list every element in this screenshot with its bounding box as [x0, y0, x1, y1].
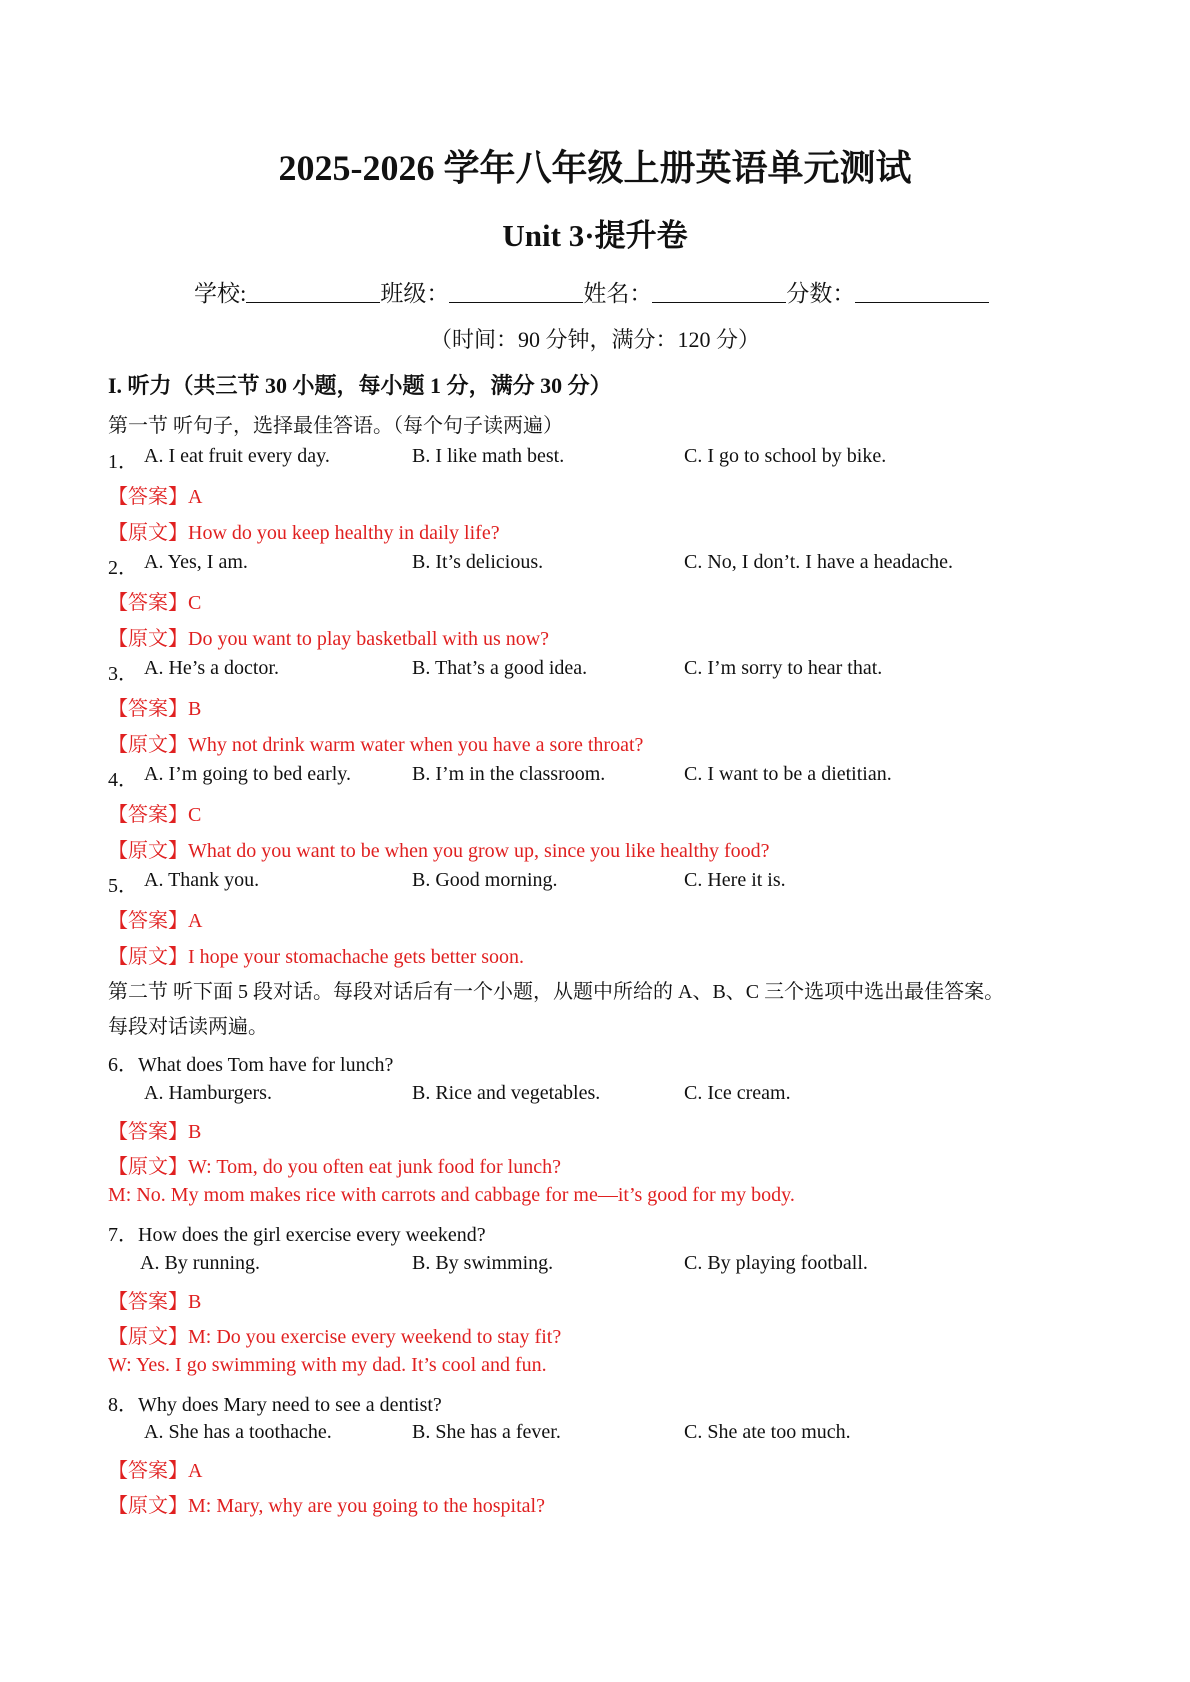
answer-line	[108, 1454, 202, 1483]
option-b: B. She has a fever.	[412, 1421, 561, 1443]
original-label: 【原文】	[108, 628, 188, 650]
answer-line	[108, 1285, 201, 1314]
answer-value: B	[188, 1121, 202, 1143]
option-c: C. Here it is.	[684, 869, 786, 891]
original-line	[108, 834, 770, 863]
question-number: 2．	[108, 557, 138, 579]
school-label: 学校:	[194, 281, 247, 306]
original-label: 【原文】	[108, 840, 188, 862]
answer-line	[108, 798, 201, 827]
question-number: 3．	[108, 663, 138, 685]
question-number: 4．	[108, 769, 138, 791]
original-label: 【原文】	[108, 522, 188, 544]
option-b: B. I like math best.	[412, 445, 565, 467]
original-text-cont: M: No. My mom makes rice with carrots and cabbage for me—it’s good for my body.	[108, 1184, 795, 1206]
answer-line	[108, 586, 201, 615]
answer-value: C	[188, 804, 202, 826]
option-c: C. I’m sorry to hear that.	[684, 657, 883, 679]
section-heading: I. 听力（共三节 30 小题，每小题 1 分，满分 30 分）	[108, 373, 612, 398]
student-info-row	[194, 275, 989, 308]
score-blank[interactable]	[855, 280, 989, 303]
original-text: What do you want to be when you grow up, since you like healthy food?	[188, 840, 770, 862]
original-label: 【原文】	[108, 946, 188, 968]
name-label: 姓名：	[583, 281, 653, 306]
answer-line	[108, 480, 202, 509]
option-c: C. I want to be a dietitian.	[684, 763, 892, 785]
option-a: A. I’m going to bed early.	[144, 763, 351, 785]
original-line	[108, 940, 524, 969]
question-stem: 8．Why does Mary need to see a dentist?	[108, 1394, 442, 1416]
question-row	[108, 869, 786, 898]
option-a: A. I eat fruit every day.	[144, 445, 330, 467]
question-number: 5．	[108, 875, 138, 897]
original-line	[108, 728, 643, 757]
school-blank[interactable]	[246, 280, 380, 303]
question-number: 1．	[108, 451, 138, 473]
original-text: W: Tom, do you often eat junk food for lunch?	[188, 1156, 561, 1178]
name-blank[interactable]	[652, 280, 786, 303]
option-b: B. It’s delicious.	[412, 551, 544, 573]
original-text: Do you want to play basketball with us now?	[188, 628, 550, 650]
time-note: （时间：90 分钟，满分：120 分）	[429, 327, 760, 352]
exam-subtitle: Unit 3·提升卷	[502, 218, 688, 253]
answer-value: A	[188, 486, 203, 508]
answer-label: 【答案】	[108, 1460, 188, 1482]
question-stem: 7．How does the girl exercise every weekend?	[108, 1224, 486, 1246]
option-a: A. Yes, I am.	[144, 551, 248, 573]
original-text-cont: W: Yes. I go swimming with my dad. It’s cool and fun.	[108, 1354, 547, 1376]
answer-label: 【答案】	[108, 1291, 188, 1313]
original-label: 【原文】	[108, 1156, 188, 1178]
question-row	[108, 763, 892, 792]
answer-label: 【答案】	[108, 910, 188, 932]
original-line	[108, 1489, 545, 1518]
option-b: B. Good morning.	[412, 869, 558, 891]
option-a: A. She has a toothache.	[144, 1421, 332, 1443]
class-label: 班级：	[380, 281, 450, 306]
answer-label: 【答案】	[108, 592, 188, 614]
option-b: B. By swimming.	[412, 1252, 554, 1274]
original-line	[108, 622, 549, 651]
class-blank[interactable]	[449, 280, 583, 303]
option-c: C. I go to school by bike.	[684, 445, 887, 467]
original-text: How do you keep healthy in daily life?	[188, 522, 500, 544]
original-line	[108, 516, 500, 545]
option-c: C. She ate too much.	[684, 1421, 851, 1443]
option-a: A. Thank you.	[144, 869, 260, 891]
option-a: A. He’s a doctor.	[144, 657, 279, 679]
answer-line	[108, 1115, 201, 1144]
original-text: M: Do you exercise every weekend to stay fit?	[188, 1326, 562, 1348]
answer-value: A	[188, 910, 203, 932]
original-line	[108, 1150, 561, 1179]
question-stem: 6．What does Tom have for lunch?	[108, 1054, 394, 1076]
original-text: Why not drink warm water when you have a sore throat?	[188, 734, 644, 756]
question-row	[108, 445, 887, 474]
original-line	[108, 1320, 561, 1349]
option-c: C. No, I don’t. I have a headache.	[684, 551, 953, 573]
original-label: 【原文】	[108, 734, 188, 756]
option-b: B. I’m in the classroom.	[412, 763, 606, 785]
exam-title: 2025-2026 学年八年级上册英语单元测试	[278, 148, 912, 188]
score-label: 分数：	[786, 281, 856, 306]
option-b: B. Rice and vegetables.	[412, 1082, 601, 1104]
option-a: A. Hamburgers.	[144, 1082, 272, 1104]
part2-intro-cont: 每段对话读两遍。	[108, 1016, 268, 1038]
question-row	[108, 551, 953, 580]
answer-line	[108, 692, 201, 721]
answer-line	[108, 904, 202, 933]
option-a: A. By running.	[140, 1252, 260, 1274]
answer-value: B	[188, 698, 202, 720]
question-row	[108, 657, 883, 686]
answer-label: 【答案】	[108, 1121, 188, 1143]
part1-intro: 第一节 听句子，选择最佳答语。（每个句子读两遍）	[108, 415, 563, 437]
answer-value: A	[188, 1460, 203, 1482]
answer-label: 【答案】	[108, 698, 188, 720]
option-b: B. That’s a good idea.	[412, 657, 588, 679]
answer-label: 【答案】	[108, 486, 188, 508]
original-text: M: Mary, why are you going to the hospital?	[188, 1495, 545, 1517]
answer-value: B	[188, 1291, 202, 1313]
original-text: I hope your stomachache gets better soon.	[188, 946, 525, 968]
option-c: C. Ice cream.	[684, 1082, 791, 1104]
answer-value: C	[188, 592, 202, 614]
answer-label: 【答案】	[108, 804, 188, 826]
option-c: C. By playing football.	[684, 1252, 868, 1274]
original-label: 【原文】	[108, 1495, 188, 1517]
original-label: 【原文】	[108, 1326, 188, 1348]
part2-intro: 第二节 听下面 5 段对话。每段对话后有一个小题，从题中所给的 A、B、C 三个选项中选出最佳答案。	[108, 981, 1005, 1003]
